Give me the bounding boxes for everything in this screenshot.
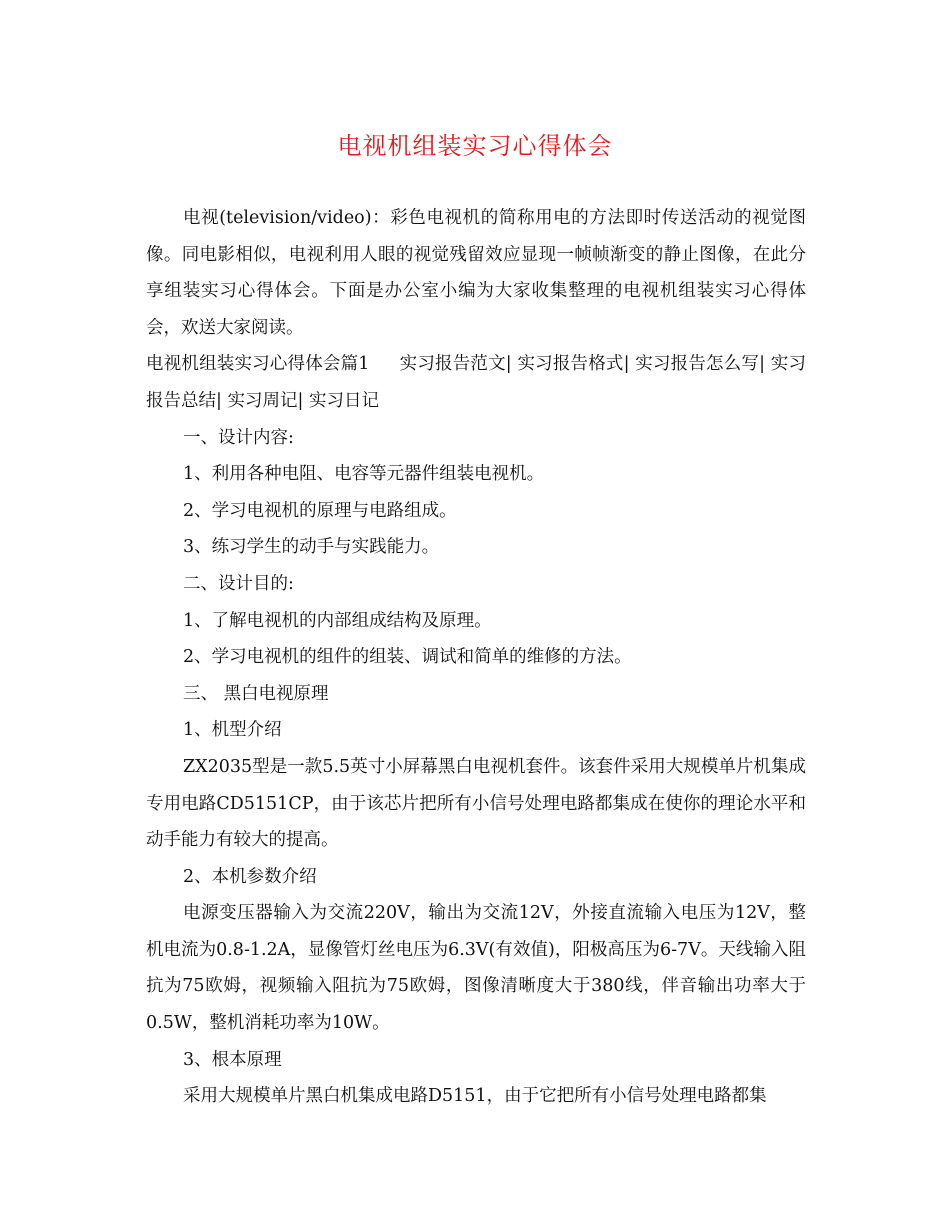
link-report-howto[interactable]: 实习报告怎么写 <box>635 354 760 375</box>
list-item: 2、学习电视机的组件的组装、调试和简单的维修的方法。 <box>183 647 632 668</box>
link-separator: | <box>505 354 512 375</box>
list-item: 1、利用各种电阻、电容等元器件组装电视机。 <box>183 464 545 485</box>
link-weekly-journal[interactable]: 实习周记 <box>227 390 298 411</box>
related-links-line <box>146 346 806 419</box>
paragraph-basic-principle: 采用大规模单片黑白机集成电路D5151，由于它把所有小信号处理电路都集 <box>183 1086 767 1107</box>
article-part-label: 电视机组装实习心得体会篇1 <box>146 354 370 375</box>
document-title: 电视机组装实习心得体会 <box>337 132 613 160</box>
link-separator: | <box>759 354 766 375</box>
link-daily-journal[interactable]: 实习日记 <box>308 390 379 411</box>
subheading-parameters: 2、本机参数介绍 <box>183 866 317 887</box>
list-item: 1、了解电视机的内部组成结构及原理。 <box>183 610 492 631</box>
list-item: 2、学习电视机的原理与电路组成。 <box>183 500 457 521</box>
subheading-basic-principle: 3、根本原理 <box>183 1049 282 1070</box>
link-separator: | <box>297 390 304 411</box>
link-report-sample[interactable]: 实习报告范文 <box>399 354 506 375</box>
paragraph-parameters: 电源变压器输入为交流220V，输出为交流12V，外接直流输入电压为12V，整机电流为0.8-1.2A，显像管灯丝电压为6.3V(有效值)，阳极高压为6-7V。天线输入阻抗为75欧姆，视频输入阻抗为75欧姆，图像清晰度大于380线，伴音输出功率大于0.5W，整机消耗功率为10W。 <box>146 903 806 1034</box>
link-report-format[interactable]: 实习报告格式 <box>517 354 624 375</box>
list-item: 3、练习学生的动手与实践能力。 <box>183 537 440 558</box>
section-heading-design-content: 一、设计内容: <box>183 427 294 448</box>
link-separator: | <box>216 390 222 411</box>
intro-paragraph: 电视(television/video)：彩色电视机的简称用电的方法即时传送活动的视觉图像。同电影相似，电视利用人眼的视觉残留效应显现一帧帧渐变的静止图像，在此分享组装实习心得体会。下面是办公室小编为大家收集整理的电视机组装实习心得体会，欢送大家阅读。 <box>146 208 806 338</box>
link-report-summary[interactable]: 实习报告总结 <box>146 354 806 411</box>
document-body <box>146 200 806 1115</box>
section-heading-design-purpose: 二、设计目的: <box>183 573 294 594</box>
paragraph-model-intro: ZX2035型是一款5.5英寸小屏幕黑白电视机套件。该套件采用大规模单片机集成专用电路CD5151CP，由于该芯片把所有小信号处理电路都集成在使你的理论水平和动手能力有较大的提高。 <box>146 756 806 851</box>
section-heading-bw-tv-principle: 三、 黑白电视原理 <box>183 683 329 704</box>
subheading-model-intro: 1、机型介绍 <box>183 720 282 741</box>
link-separator: | <box>623 354 630 375</box>
